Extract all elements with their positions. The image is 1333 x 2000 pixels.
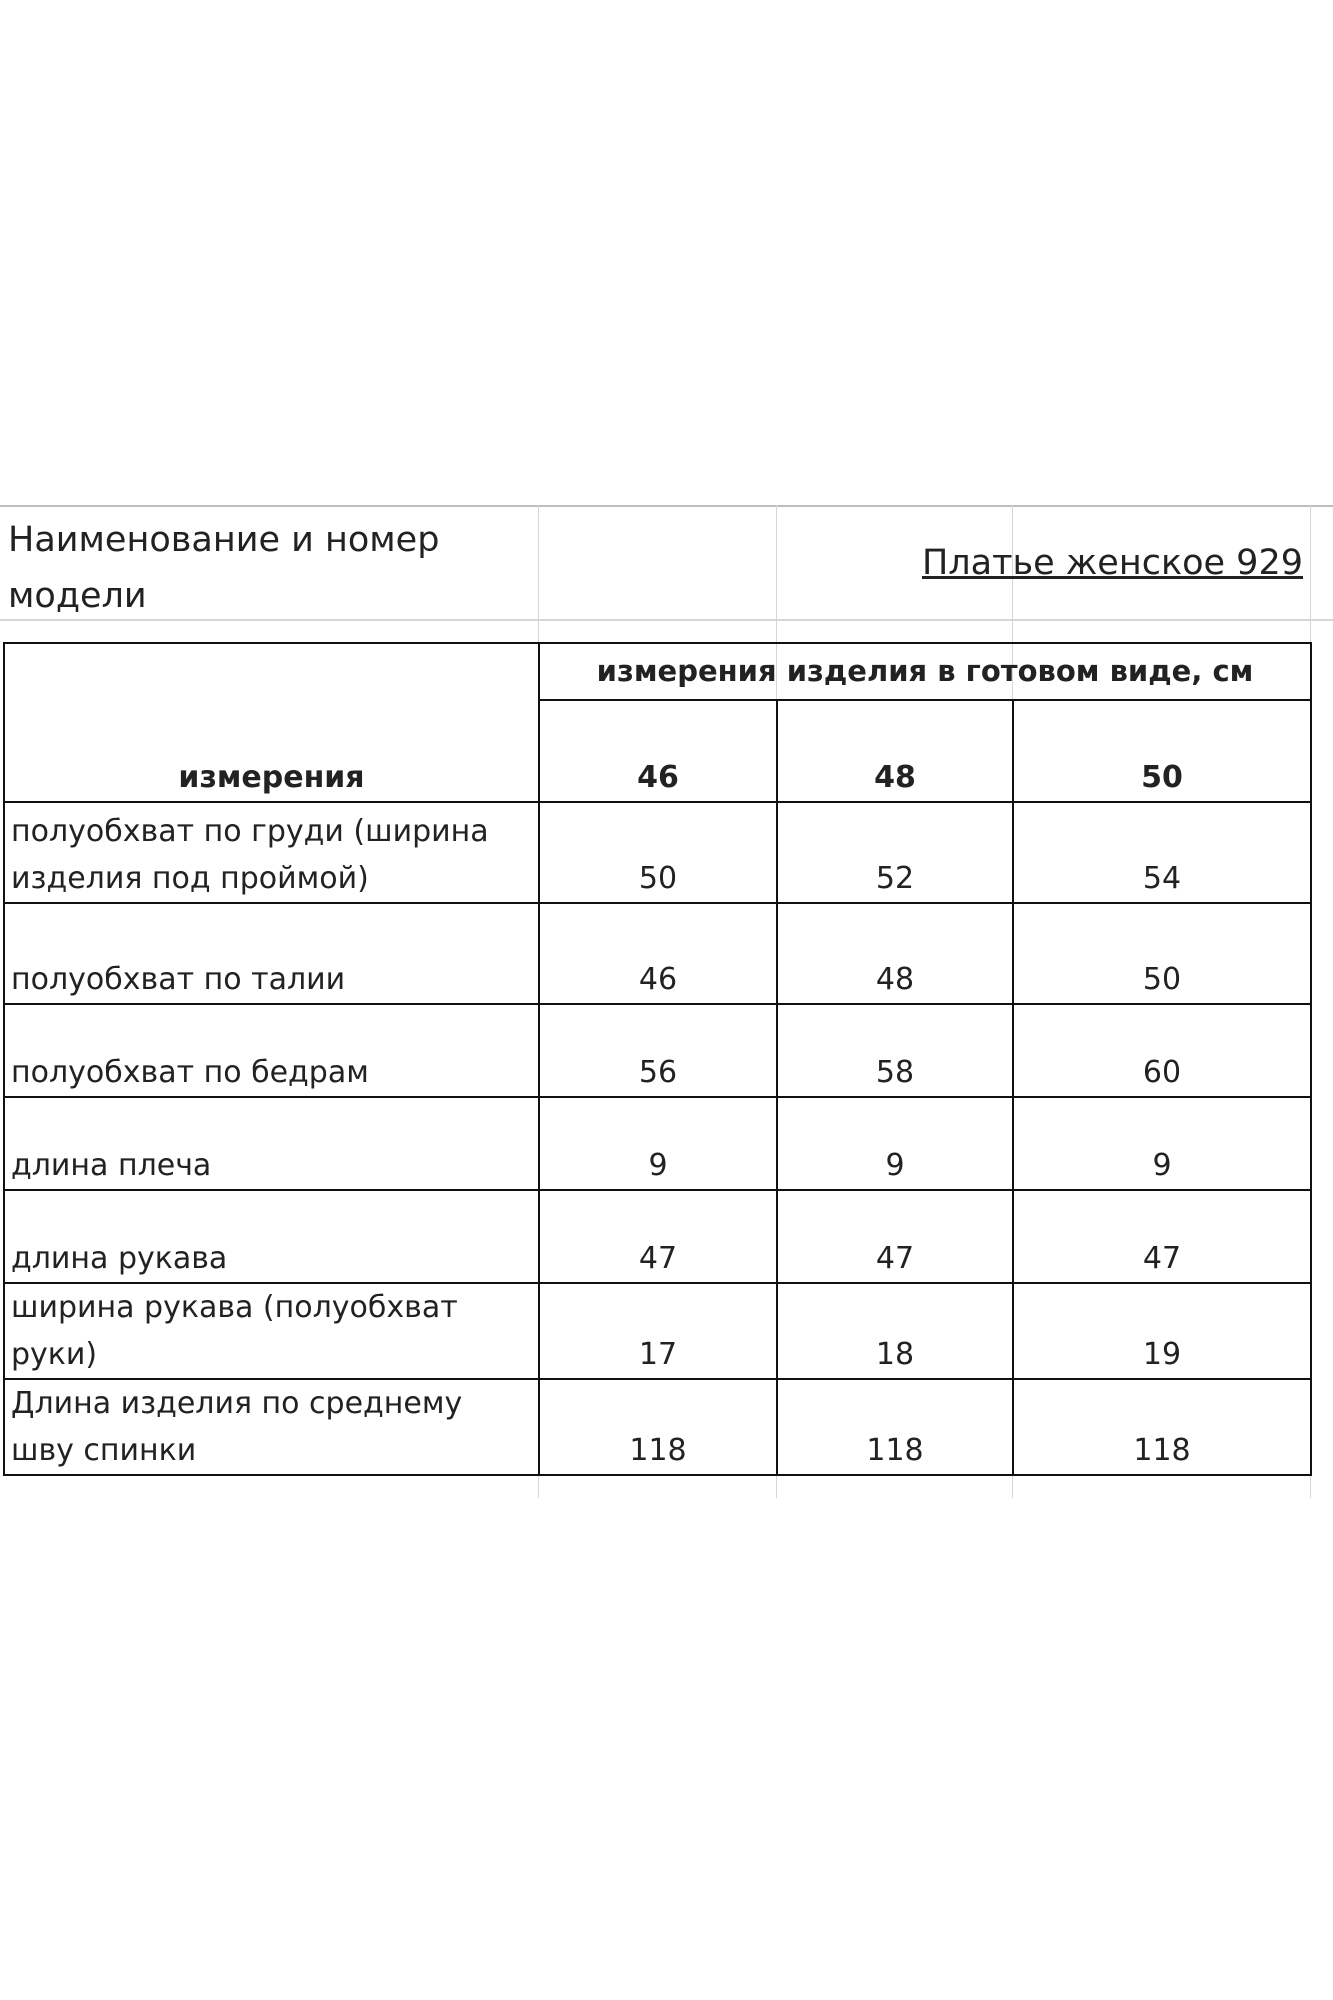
row-value: 54	[1013, 802, 1311, 903]
table-row	[4, 1190, 1311, 1283]
row-value: 118	[539, 1379, 777, 1475]
size-header-50: 50	[1013, 700, 1311, 802]
row-value: 52	[777, 802, 1013, 903]
row-label: полуобхват по бедрам	[4, 1004, 539, 1097]
group-header: измерения изделия в готовом виде, см	[539, 643, 1311, 700]
measure-header: измерения	[178, 760, 365, 795]
row-value: 46	[539, 903, 777, 1004]
row-label: ширина рукава (полуобхват руки)	[4, 1283, 539, 1379]
row-label: длина плеча	[4, 1097, 539, 1190]
row-value: 48	[777, 903, 1013, 1004]
row-value: 17	[539, 1283, 777, 1379]
row-value: 60	[1013, 1004, 1311, 1097]
row-value: 9	[1013, 1097, 1311, 1190]
row-label: длина рукава	[4, 1190, 539, 1283]
size-header-48: 48	[777, 700, 1013, 802]
model-label: Наименование и номер модели	[8, 520, 440, 616]
row-value: 118	[1013, 1379, 1311, 1475]
row-value: 118	[777, 1379, 1013, 1475]
size-header-46: 46	[539, 700, 777, 802]
row-label: полуобхват по груди (ширина изделия под проймой)	[4, 802, 539, 903]
size-chart-table	[3, 642, 1312, 1476]
table-row	[4, 802, 1311, 903]
row-value: 9	[777, 1097, 1013, 1190]
table-row	[4, 903, 1311, 1004]
table-row	[4, 1283, 1311, 1379]
table-header-row-top	[4, 643, 1311, 700]
row-value: 47	[1013, 1190, 1311, 1283]
row-label: Длина изделия по среднему шву спинки	[4, 1379, 539, 1475]
table-row	[4, 1097, 1311, 1190]
model-name: Платье женское 929	[921, 543, 1303, 583]
row-label: полуобхват по талии	[4, 903, 539, 1004]
row-value: 18	[777, 1283, 1013, 1379]
table-row	[4, 1004, 1311, 1097]
row-value: 50	[539, 802, 777, 903]
measure-header-cell	[4, 643, 539, 802]
row-value: 56	[539, 1004, 777, 1097]
row-value: 9	[539, 1097, 777, 1190]
row-value: 47	[539, 1190, 777, 1283]
row-value: 47	[777, 1190, 1013, 1283]
row-value: 58	[777, 1004, 1013, 1097]
row-value: 50	[1013, 903, 1311, 1004]
table-row	[4, 1379, 1311, 1475]
row-value: 19	[1013, 1283, 1311, 1379]
